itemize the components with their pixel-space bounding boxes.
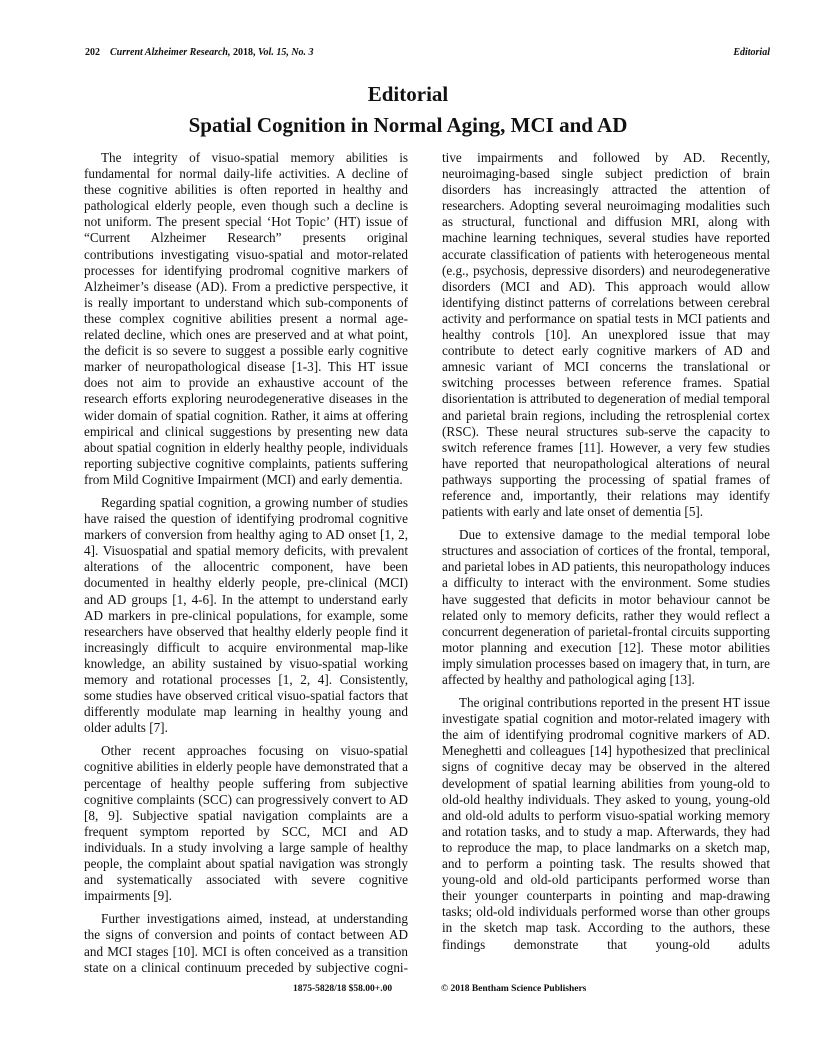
page-number: 202 xyxy=(85,47,100,58)
paragraph-continued: tive impairments and followed by AD. Recently, neuroimaging-based single subject prediction of brain disorders has increasingly attracted the attention of researchers. Adopting several neuroimaging modalities such as structural, functional and diffusion MRI, along with machine learning techniques, several studies have reported accurate classification of patients with heterogeneous mental (e.g., psychosis, depressive disorders) and neurodegenerative disorders (MCI and AD). This approach would allow identifying distinct patterns of correlations between cerebral activity and performance on spatial tests in MCI patients and healthy controls [10]. An unexplored issue that may contribute to detect early cognitive markers of AD and amnesic variant of MCI concerns the translational or switching processes between reference frames. Spatial disorientation is attributed to degeneration of medial temporal and parietal brain regions, including the retrosplenial cortex (RSC). These neural structures sub-serve the capacity to switch reference frames [11]. However, a very few studies have reported that neuropathological alterations of neural pathways supporting the processing of spatial frames of reference and, importantly, their relations may identify patients with early and late onset of dementia [5]. xyxy=(442,150,770,520)
body-column-left xyxy=(84,150,408,976)
section-label: Editorial xyxy=(367,82,449,106)
paragraph: Regarding spatial cognition, a growing number of studies have raised the question of identifying prodromal cognitive markers of conversion from healthy aging to AD onset [1, 2, 4]. Visuospatial and spatial memory deficits, with prevalent alterations of the allocentric component, have been documented in healthy elderly people, pre-clinical (MCI) and AD groups [1, 4-6]. In the attempt to understand early AD markers in pre-clinical populations, for example, some researchers have observed that healthy elderly people find it increasingly difficult to acquire environmental map-like knowledge, an ability sustained by visuo-spatial working memory and rotational processes [1, 2, 4]. Consistently, some studies have observed critical visuo-spatial factors that differently modulate map learning in healthy young and older adults [7]. xyxy=(84,494,408,736)
paragraph: Due to extensive damage to the medial temporal lobe structures and association of cortices of the frontal, temporal, and parietal lobes in AD patients, this neuropathology induces a difficulty to interact with the environment. Some studies have suggested that deficits in motor behaviour cannot be related only to memory deficits, rather they would reflect a concurrent degeneration of parietal-frontal circuits supporting motor planning and execution [12]. These motor abilities imply simulation processes based on imagery that, in turn, are affected by healthy and pathological aging [13]. xyxy=(442,527,770,687)
running-head-citation xyxy=(85,46,314,60)
page-footer xyxy=(0,982,816,996)
journal-name: Current Alzheimer Research, xyxy=(110,47,231,58)
copyright: © 2018 Bentham Science Publishers xyxy=(441,984,587,994)
article-title: Spatial Cognition in Normal Aging, MCI and AD xyxy=(188,113,628,137)
running-head xyxy=(85,46,770,60)
paragraph: Other recent approaches focusing on visuo-spatial cognitive abilities in elderly people have demonstrated that a percentage of healthy people suffering from subjective cognitive complaints (SCC) can progressively convert to AD [8, 9]. Subjective spatial navigation complaints are a frequent symptom reported by SCC, MCI and AD individuals. In a study involving a large sample of healthy people, the complaint about spatial navigation was strongly and systematically associated with severe cognitive impairments [9]. xyxy=(84,743,408,904)
issn-price: 1875-5828/18 $58.00+.00 xyxy=(293,984,393,994)
running-head-section: Editorial xyxy=(733,47,770,58)
journal-year: 2018, xyxy=(230,47,258,58)
paragraph: The integrity of visuo-spatial memory abilities is fundamental for normal daily-life activities. A decline of these cognitive abilities is often reported in healthy and pathological elderly people, even though such a decline is not uniform. The present special ‘Hot Topic’ (HT) issue of “Current Alzheimer Research” presents original contributions investigating visuo-spatial and motor-related processes for identifying prodromal cognitive markers of Alzheimer’s disease (AD). From a predictive perspective, it is really important to understand which sub-components of these complex cognitive abilities present a normal age-related decline, which ones are preserved and at what point, the deficit is so severe to suggest a possible early cognitive marker of neuropathological disease [1-3]. This HT issue does not aim to provide an exhaustive account of the research efforts exploring neurodegenerative diseases in the wider domain of spatial cognition. Rather, it aims at offering empirical and clinical suggestions by presenting new data about spatial cognition in elderly healthy people, individuals reporting subjective cognitive complaints, patients suffering from Mild Cognitive Impairment (MCI) and early dementia. xyxy=(84,150,408,487)
body-column-right xyxy=(442,150,770,953)
paragraph: Further investigations aimed, instead, at understanding the signs of conversion and points of contact between AD and MCI stages [10]. MCI is often conceived as a transition state on a clinical continuum preceded by subjective cogni- xyxy=(84,911,408,975)
volume-issue: Vol. 15, No. 3 xyxy=(257,47,314,58)
paragraph: The original contributions reported in the present HT issue investigate spatial cognition and motor-related imagery with the aim of identifying prodromal cognitive markers of AD. Meneghetti and colleagues [14] hypothesized that preclinical signs of cognitive decay may be observed in the altered development of spatial learning abilities from young-old to old-old healthy individuals. They asked to young, young-old and old-old adults to perform visuo-spatial working memory and rotation tasks, and to study a map. Afterwards, they had to reproduce the map, to place landmarks on a sketch map, and to perform a pointing task. The results showed that young-old and old-old participants performed worse than their younger counterparts in pointing and map-drawing tasks; old-old individuals performed worse than other groups in the sketch map task. According to the authors, these findings demonstrate that young-old adults xyxy=(442,695,770,952)
